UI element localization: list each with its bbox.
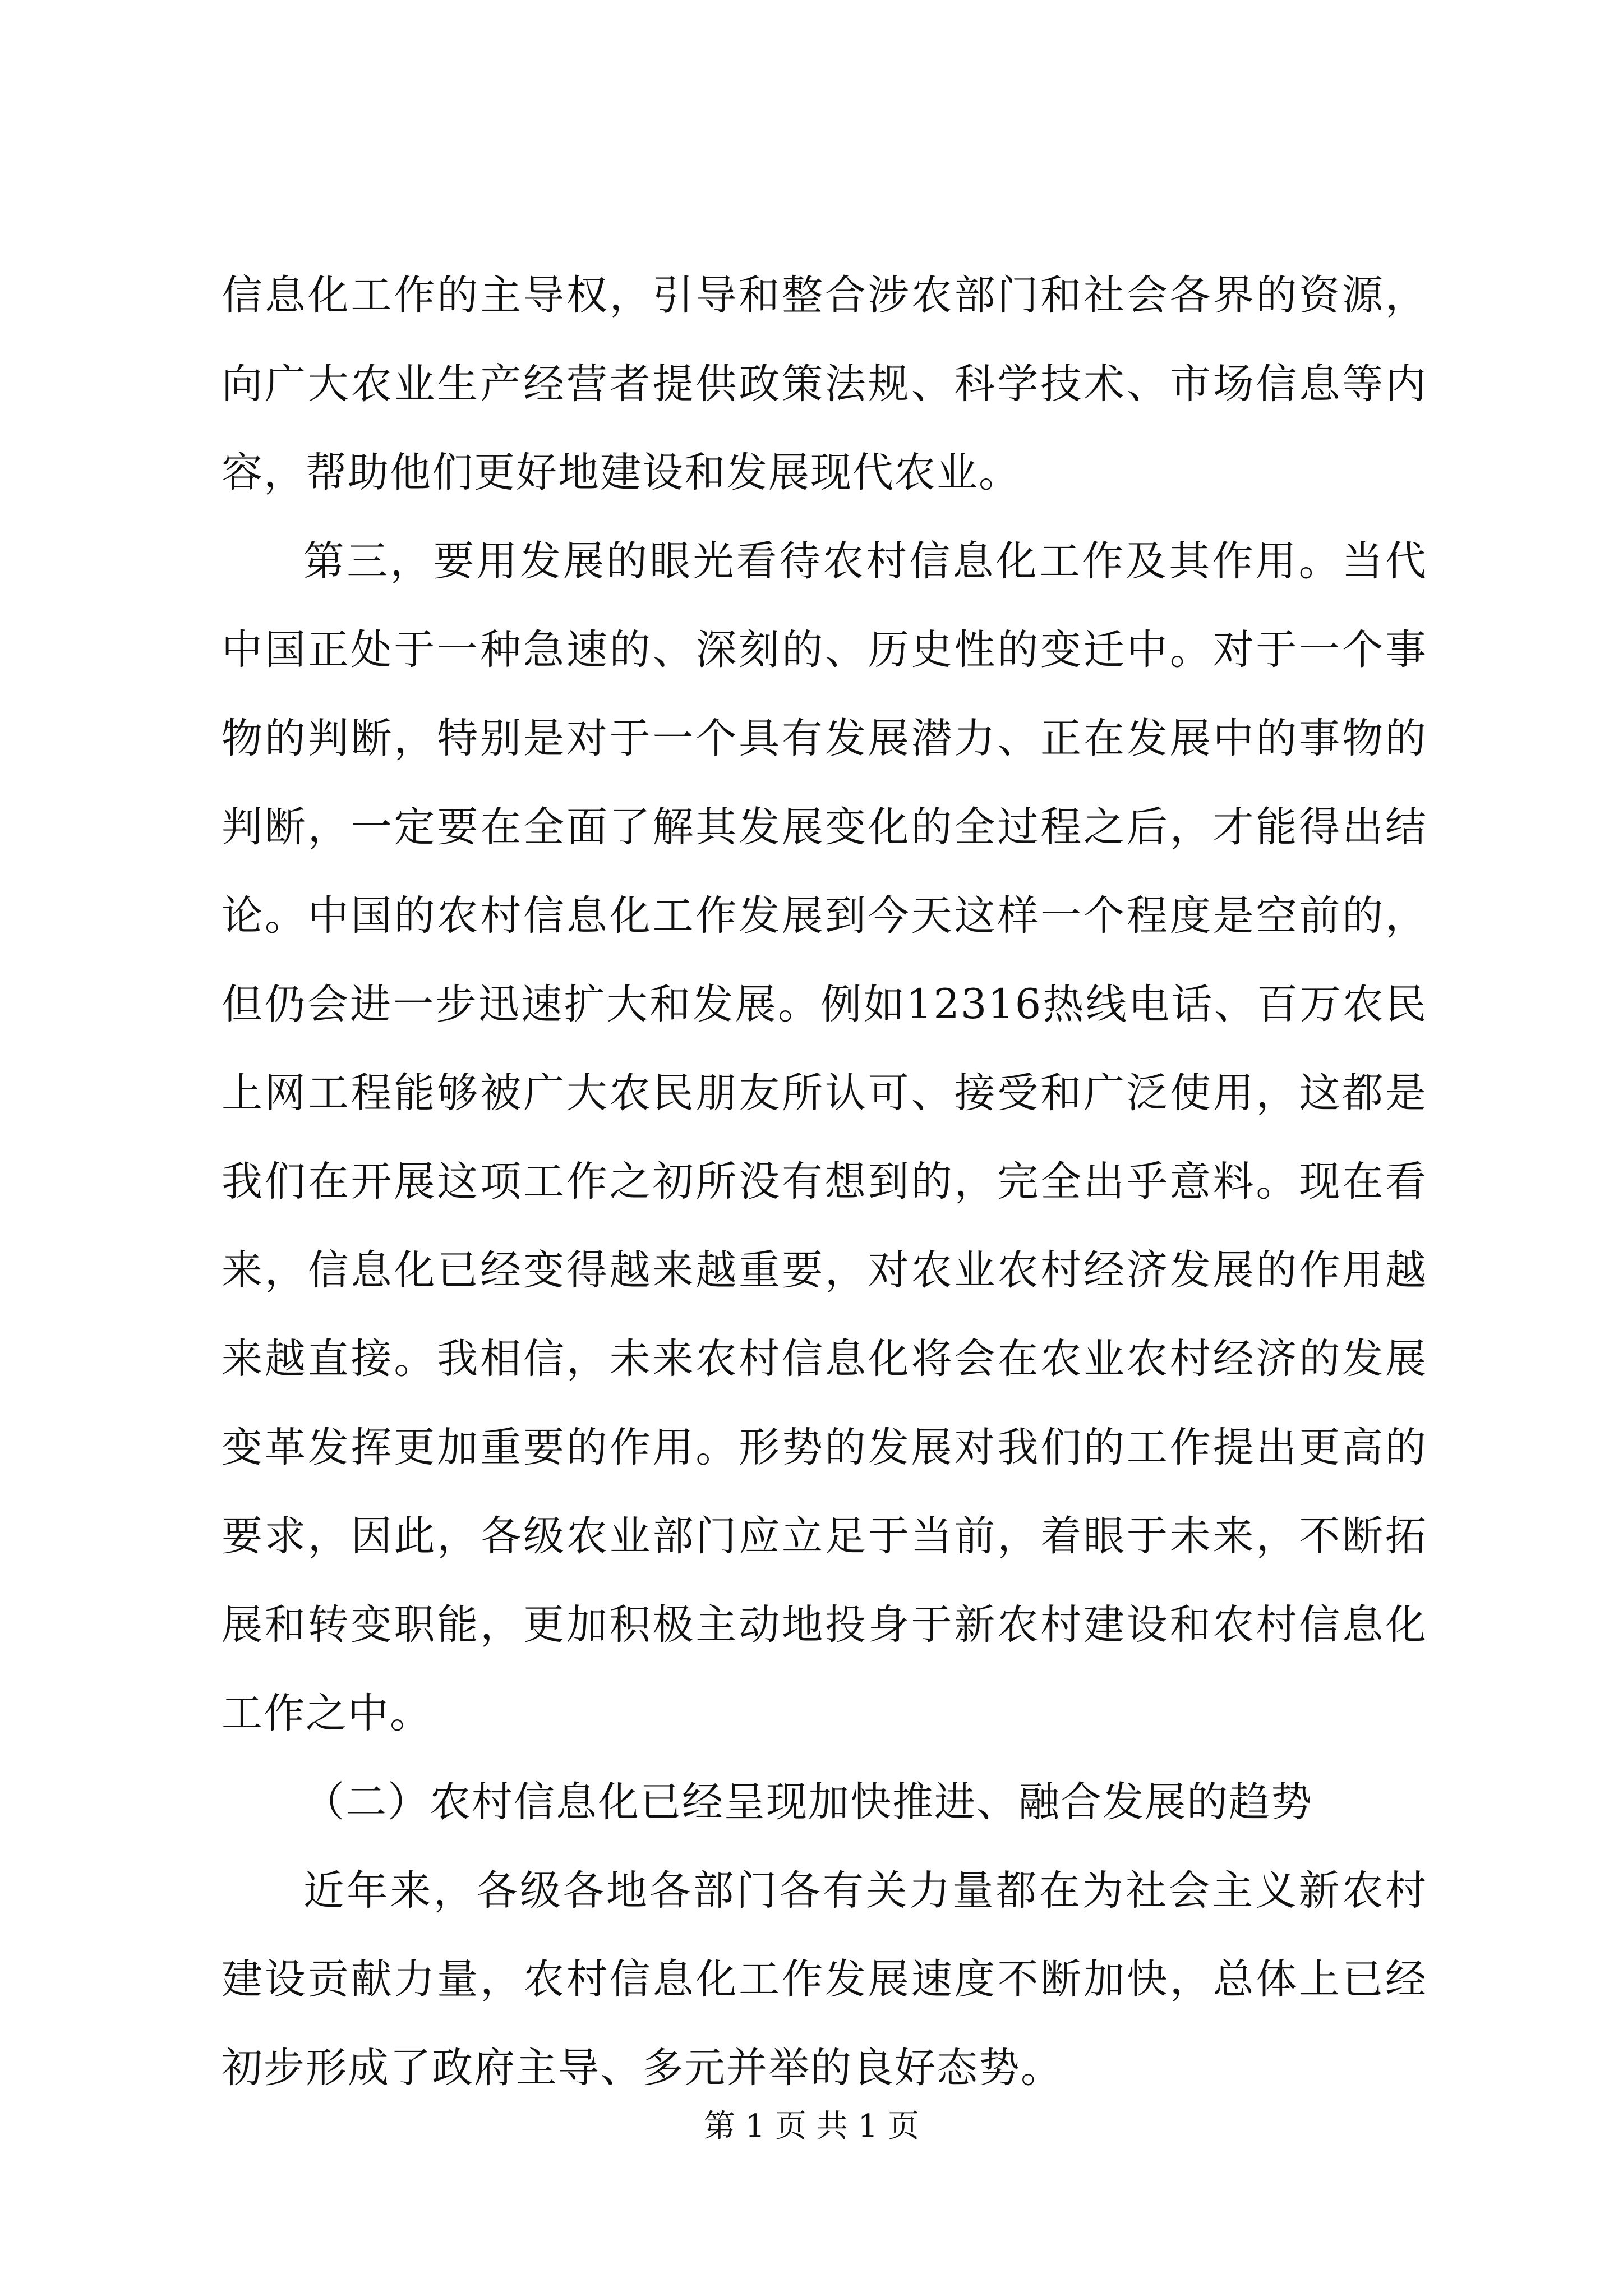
paragraph-3: 近年来，各级各地各部门各有关力量都在为社会主义新农村建设贡献力量，农村信息化工作发展速度不断加快，总体上已经初步形成了政府主导、多元并举的良好态势。 (222, 1867, 1427, 2092)
document-body (222, 251, 1427, 2113)
paragraph-2: 第三，要用发展的眼光看待农村信息化工作及其作用。当代中国正处于一种急速的、深刻的、历史性的变迁中。对于一个事物的判断，特别是对于一个具有发展潜力、正在发展中的事物的判断，一定要在全面了解其发展变化的全过程之后，才能得出结论。中国的农村信息化工作发展到今天这样一个程度是空前的，但仍会进一步迅速扩大和发展。例如12316热线电话、百万农民上网工程能够被广大农民朋友所认可、接受和广泛使用，这都是我们在开展这项工作之初所没有想到的，完全出乎意料。现在看来，信息化已经变得越来越重要，对农业农村经济发展的作用越来越直接。我相信，未来农村信息化将会在农业农村经济的发展变革发挥更加重要的作用。形势的发展对我们的工作提出更高的要求，因此，各级农业部门应立足于当前，着眼于未来，不断拓展和转变职能，更加积极主动地投身于新农村建设和农村信息化工作之中。 (222, 537, 1427, 1737)
section-heading: （二）农村信息化已经呈现加快推进、融合发展的趋势 (303, 1778, 1313, 1826)
page-footer: 第 1 页 共 1 页 (703, 2108, 920, 2145)
paragraph-1: 信息化工作的主导权，引导和整合涉农部门和社会各界的资源，向广大农业生产经营者提供政策法规、科学技术、市场信息等内容，帮助他们更好地建设和发展现代农业。 (222, 272, 1427, 496)
